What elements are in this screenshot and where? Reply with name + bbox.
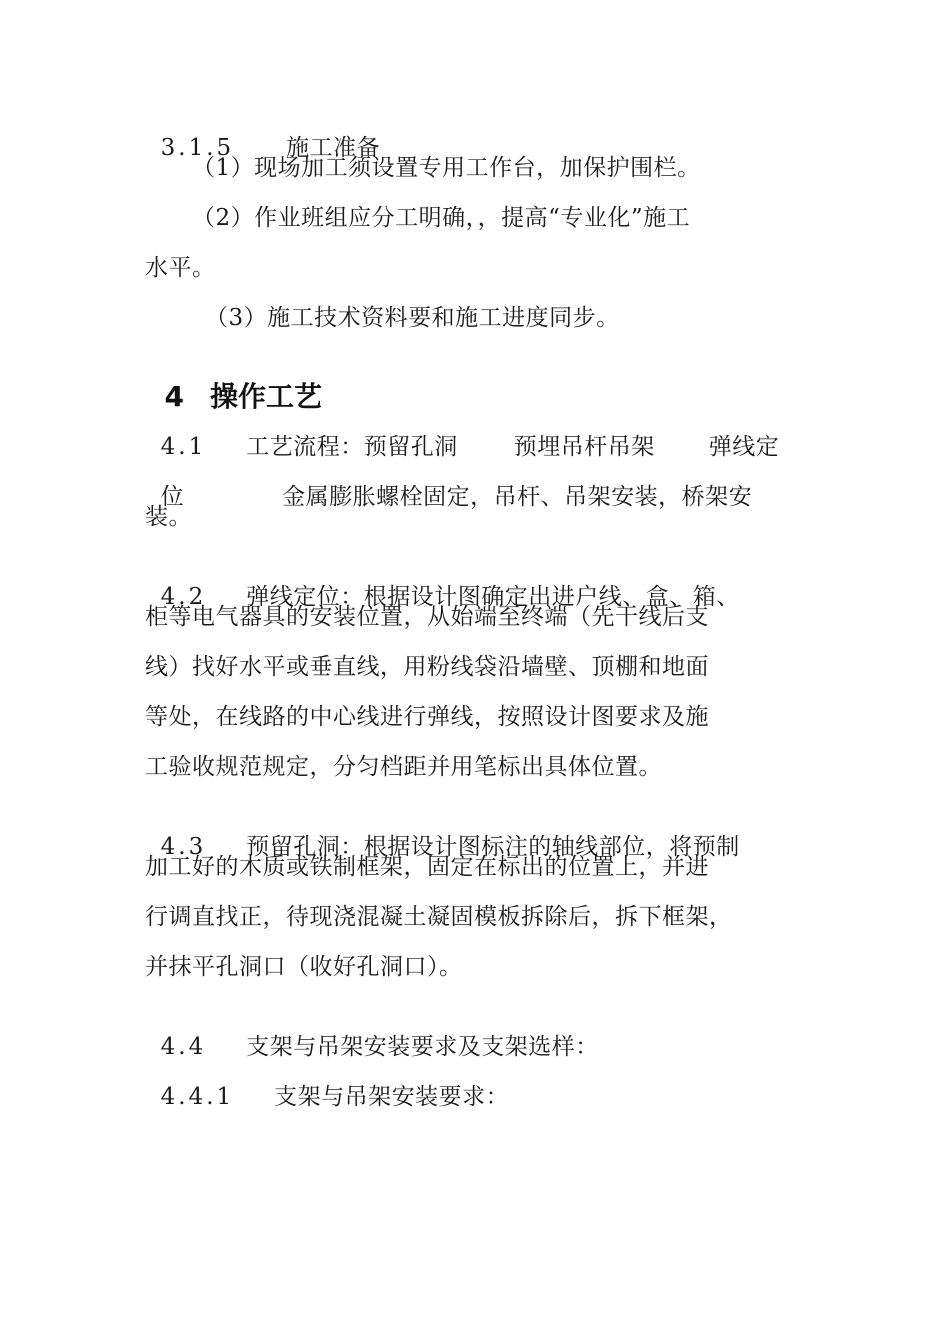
section-4-2-line-2: 柜等电气器具的安装位置，从始端至终端（先干线后支: [145, 604, 709, 630]
section-4-3-line-2: 加工好的木质或铁制框架，固定在标出的位置上，并进: [145, 854, 709, 880]
paragraph-text: 预留孔洞：根据设计图标注的轴线部位，将预制: [246, 834, 740, 860]
section-number: 3.1.5: [160, 135, 235, 161]
section-4-3-line-3: 行调直找正，待现浇混凝土凝固模板拆除后，拆下框架，: [145, 904, 733, 930]
section-4-2-line-3: 线）找好水平或垂直线，用粉线袋沿墙壁、顶棚和地面: [145, 654, 709, 680]
section-4-1-line-2: [145, 452, 752, 512]
section-number: 4: [164, 380, 184, 413]
section-number: 4.3: [160, 834, 207, 860]
section-title: 操作工艺: [209, 380, 322, 413]
prep-item-2-line-1: （2）作业班组应分工明确，，提高“专业化”施工: [192, 205, 691, 231]
prep-item-1: （1）现场加工须设置专用工作台，加保护围栏。: [192, 155, 701, 181]
process-step-3: 弹线定: [708, 434, 780, 460]
section-number: 4.1: [160, 434, 207, 460]
paragraph-text: 弹线定位：根据设计图确定出进户线、盒、箱、: [246, 584, 740, 610]
process-label: 工艺流程：预留孔洞: [246, 434, 458, 460]
section-title: 施工准备: [286, 135, 381, 161]
section-4-3-line-4: 并抹平孔洞口（收好孔洞口）。: [145, 954, 463, 980]
section-title: 支架与吊架安装要求：: [274, 1084, 510, 1110]
section-number: 4.2: [160, 584, 207, 610]
prep-item-2-line-2: 水平。: [145, 255, 216, 281]
process-step-3-end: 位: [160, 484, 185, 510]
section-title: 支架与吊架安装要求及支架选样：: [246, 1034, 599, 1060]
section-4-1-line-3: 装。: [145, 504, 192, 530]
section-number: 4.4.1: [160, 1084, 235, 1110]
section-number: 4.4: [160, 1034, 207, 1060]
section-4-4-1-heading: [145, 1052, 509, 1112]
process-step-4: 金属膨胀螺栓固定，吊杆、吊架安装，桥架安: [282, 484, 753, 510]
process-step-2: 预埋吊杆吊架: [513, 434, 655, 460]
section-4-2-line-5: 工验收规范规定，分匀档距并用笔标出具体位置。: [145, 754, 662, 780]
section-4-2-line-4: 等处，在线路的中心线进行弹线，按照设计图要求及施: [145, 704, 709, 730]
prep-item-3: （3）施工技术资料要和施工进度同步。: [205, 305, 620, 331]
